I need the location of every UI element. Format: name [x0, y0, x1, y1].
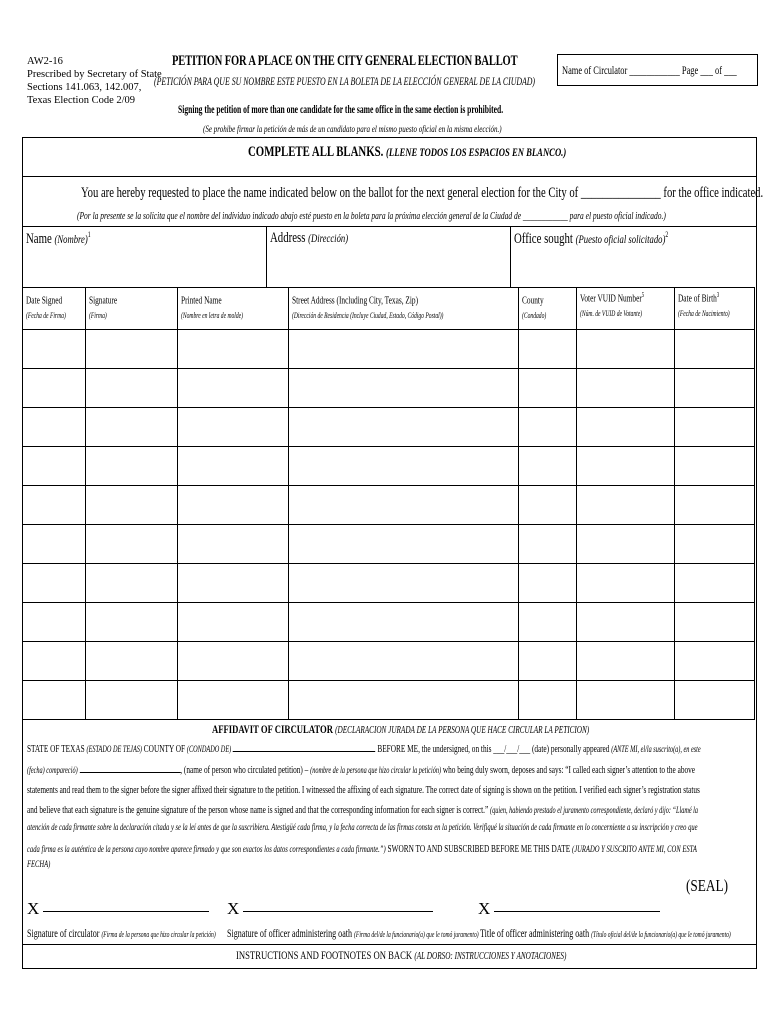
warning-text: Signing the petition of more than one candidate for the same office in the same election is prohibited.	[178, 104, 504, 116]
printed-name-cell[interactable]	[177, 525, 288, 564]
date-signed-cell[interactable]	[23, 408, 86, 447]
printed-name-cell[interactable]	[177, 564, 288, 603]
table-row	[23, 642, 755, 681]
circulator-signature-field[interactable]: X	[27, 899, 209, 919]
street-address-cell[interactable]	[288, 447, 519, 486]
signature-cell[interactable]	[85, 447, 177, 486]
signature-cell[interactable]	[85, 408, 177, 447]
county-cell[interactable]	[519, 681, 577, 720]
candidate-row-top	[22, 226, 757, 227]
table-row	[23, 681, 755, 720]
county-cell[interactable]	[519, 369, 577, 408]
street-address-cell[interactable]	[288, 603, 519, 642]
date-of-birth-cell[interactable]	[675, 564, 755, 603]
page-title: PETITION FOR A PLACE ON THE CITY GENERAL ELECTION BALLOT	[172, 53, 518, 69]
affidavit-title: AFFIDAVIT OF CIRCULATOR (DECLARACION JURADA DE LA PERSONA QUE HACE CIRCULAR LA PETICION)	[212, 722, 590, 736]
county-cell[interactable]	[519, 525, 577, 564]
date-of-birth-cell[interactable]	[675, 447, 755, 486]
date-of-birth-cell[interactable]	[675, 525, 755, 564]
printed-name-cell[interactable]	[177, 603, 288, 642]
date-signed-cell[interactable]	[23, 681, 86, 720]
affidavit-line-3: statements and read them to the signer before the signer affixed their signature to the petition. I witnessed the affixing of each signature. The correct date of signing is shown on the petition. I verified each signer’s registration status	[27, 785, 700, 796]
county-cell[interactable]	[519, 330, 577, 369]
officer-signature-field[interactable]: X	[227, 899, 433, 919]
affidavit-line-1: STATE OF TEXAS (ESTADO DE TEJAS) COUNTY OF (CONDADO DE) BEFORE ME, the undersigned, on this ___/___/___ (date) personally appeared (ANTE MI, el/la suscrito(a), en este	[27, 744, 701, 755]
signature-cell[interactable]	[85, 642, 177, 681]
county-cell[interactable]	[519, 408, 577, 447]
signature-cell[interactable]	[85, 564, 177, 603]
affidavit-line-7: FECHA)	[27, 860, 51, 870]
officer-title-field[interactable]: X	[478, 899, 660, 919]
table-row	[23, 447, 755, 486]
date-signed-cell[interactable]	[23, 642, 86, 681]
footer-note: INSTRUCTIONS AND FOOTNOTES ON BACK (AL DORSO: INSTRUCCIONES Y ANOTACIONES)	[236, 948, 567, 962]
circulator-name-blank[interactable]	[79, 772, 180, 773]
footer-divider	[22, 944, 757, 945]
date-signed-cell[interactable]	[23, 525, 86, 564]
voter-vuid-cell[interactable]	[577, 330, 675, 369]
street-address-cell[interactable]	[288, 642, 519, 681]
table-row	[23, 603, 755, 642]
street-address-cell[interactable]	[288, 564, 519, 603]
street-address-cell[interactable]	[288, 486, 519, 525]
page-title-es: (PETICIÓN PARA QUE SU NOMBRE ESTE PUESTO EN LA BOLETA DE LA ELECCIÓN GENERAL DE LA CIUDAD)	[154, 76, 536, 88]
voter-vuid-cell[interactable]	[577, 486, 675, 525]
date-of-birth-cell[interactable]	[675, 369, 755, 408]
signature-table	[22, 287, 755, 720]
candidate-divider-2	[510, 226, 511, 287]
candidate-name-label: Name (Nombre)$^1$	[26, 230, 91, 247]
voter-vuid-cell[interactable]	[577, 642, 675, 681]
printed-name-cell[interactable]	[177, 447, 288, 486]
date-of-birth-cell[interactable]	[675, 486, 755, 525]
signature-cell[interactable]	[85, 681, 177, 720]
col-date-signed: Date Signed (Fecha de Firma)	[23, 288, 86, 330]
col-voter-vuid: Voter VUID Number$^5$ (Núm. de VUID de Votante)	[577, 288, 675, 330]
candidate-divider-1	[266, 226, 267, 287]
date-signed-cell[interactable]	[23, 330, 86, 369]
county-blank[interactable]	[233, 751, 375, 752]
voter-vuid-cell[interactable]	[577, 447, 675, 486]
signature-cell[interactable]	[85, 330, 177, 369]
form-id: AW2-16	[27, 56, 63, 67]
signature-cell[interactable]	[85, 603, 177, 642]
table-row	[23, 408, 755, 447]
date-of-birth-cell[interactable]	[675, 681, 755, 720]
form-info	[27, 55, 162, 107]
signature-cell[interactable]	[85, 525, 177, 564]
date-of-birth-cell[interactable]	[675, 603, 755, 642]
date-signed-cell[interactable]	[23, 447, 86, 486]
request-text-es: (Por la presente se la solicita que el nombre del individuo indicado abajo esté puesto en la boleta para la próxima elección general de la Ciudad de ____________ para el puesto oficial indicado.)	[77, 210, 666, 222]
table-row	[23, 330, 755, 369]
street-address-cell[interactable]	[288, 408, 519, 447]
voter-vuid-cell[interactable]	[577, 369, 675, 408]
date-of-birth-cell[interactable]	[675, 330, 755, 369]
candidate-address-label: Address (Dirección)	[270, 230, 349, 246]
printed-name-cell[interactable]	[177, 642, 288, 681]
table-row	[23, 564, 755, 603]
date-signed-cell[interactable]	[23, 486, 86, 525]
prescribed-by: Prescribed by Secretary of State	[27, 69, 162, 80]
date-signed-cell[interactable]	[23, 603, 86, 642]
county-cell[interactable]	[519, 642, 577, 681]
complete-divider	[22, 176, 757, 177]
printed-name-cell[interactable]	[177, 369, 288, 408]
date-of-birth-cell[interactable]	[675, 408, 755, 447]
county-cell[interactable]	[519, 603, 577, 642]
table-row	[23, 525, 755, 564]
seal-label: (SEAL)	[686, 876, 728, 895]
circulator-label: Name of Circulator ____________ Page ___ of ___	[562, 63, 737, 77]
warning-text-es: (Se prohibe firmar la petición de más de un candidato para el mismo puesto oficial en la misma elección.)	[203, 124, 502, 134]
circulator-box	[557, 54, 758, 86]
printed-name-cell[interactable]	[177, 681, 288, 720]
voter-vuid-cell[interactable]	[577, 408, 675, 447]
street-address-cell[interactable]	[288, 525, 519, 564]
circulator-signature-label: Signature of circulator (Firma de la persona que hizo circular la petición)	[27, 928, 216, 940]
sections-ref: Sections 141.063, 142.007,	[27, 82, 142, 93]
request-text: You are hereby requested to place the name indicated below on the ballot for the next general election for the City of _______________ for the office indicated.	[81, 185, 764, 201]
col-printed-name: Printed Name (Nombre en letra de molde)	[177, 288, 288, 330]
street-address-cell[interactable]	[288, 330, 519, 369]
officer-signature-label: Signature of officer administering oath (Firma del/de la funcionario(a) que le tomó juramento)	[227, 928, 479, 940]
printed-name-cell[interactable]	[177, 330, 288, 369]
street-address-cell[interactable]	[288, 681, 519, 720]
affidavit-line-4: and believe that each signature is the genuine signature of the person whose name is signed and that the corresponding information for each signer is correct.” (quien, habiendo prestado el juramento correspondiente, declaró y dijo: “Llamé la	[27, 805, 699, 816]
table-row	[23, 369, 755, 408]
date-signed-cell[interactable]	[23, 369, 86, 408]
voter-vuid-cell[interactable]	[577, 564, 675, 603]
county-cell[interactable]	[519, 486, 577, 525]
signature-cell[interactable]	[85, 486, 177, 525]
col-street-address: Street Address (Including City, Texas, Zip) (Dirección de Residencia (Incluye Ciudad, Estado, Código Postal))	[288, 288, 519, 330]
printed-name-cell[interactable]	[177, 486, 288, 525]
complete-all-blanks: COMPLETE ALL BLANKS. (LLENE TODOS LOS ESPACIOS EN BLANCO.)	[248, 144, 567, 160]
signature-cell[interactable]	[85, 369, 177, 408]
date-of-birth-cell[interactable]	[675, 642, 755, 681]
printed-name-cell[interactable]	[177, 408, 288, 447]
affidavit-line-5: atención de cada firmante sobre la declaración citada y se la leí antes de que la suscribiera. Atestigüé cada firma, y la fecha correcta de las firmas consta en la petición. Verifiqué la situación de cada firmante en lo concerniente a su inscripción y creo que	[27, 823, 698, 833]
county-cell[interactable]	[519, 564, 577, 603]
voter-vuid-cell[interactable]	[577, 681, 675, 720]
officer-title-label: Title of officer administering oath (Título oficial del/de la funcionario(a) que le tomó juramento)	[480, 928, 731, 940]
affidavit-line-2: (fecha) compareció) , (name of person who circulated petition) – (nombre de la persona que hizo circular la petición) who being duly sworn, deposes and says: “I called each signer’s attention to the above	[27, 765, 696, 776]
code-ref: Texas Election Code 2/09	[27, 95, 136, 106]
candidate-office-label: Office sought (Puesto oficial solicitado)$^2$	[514, 230, 669, 247]
voter-vuid-cell[interactable]	[577, 525, 675, 564]
table-row	[23, 486, 755, 525]
county-cell[interactable]	[519, 447, 577, 486]
col-county: County (Condado)	[519, 288, 577, 330]
affidavit-line-6: cada firma es la auténtica de la persona cuyo nombre aparece firmado y que son exactos los datos correspondientes a cada firmante.”) SWORN TO AND SUBSCRIBED BEFORE ME THIS DATE (JURADO Y SUSCRITO ANTE MI, CON ESTA	[27, 844, 697, 855]
street-address-cell[interactable]	[288, 369, 519, 408]
col-date-of-birth: Date of Birth$^3$ (Fecha de Nacimiento)	[675, 288, 755, 330]
table-header-row	[23, 288, 755, 330]
voter-vuid-cell[interactable]	[577, 603, 675, 642]
date-signed-cell[interactable]	[23, 564, 86, 603]
col-signature: Signature (Firma)	[85, 288, 177, 330]
